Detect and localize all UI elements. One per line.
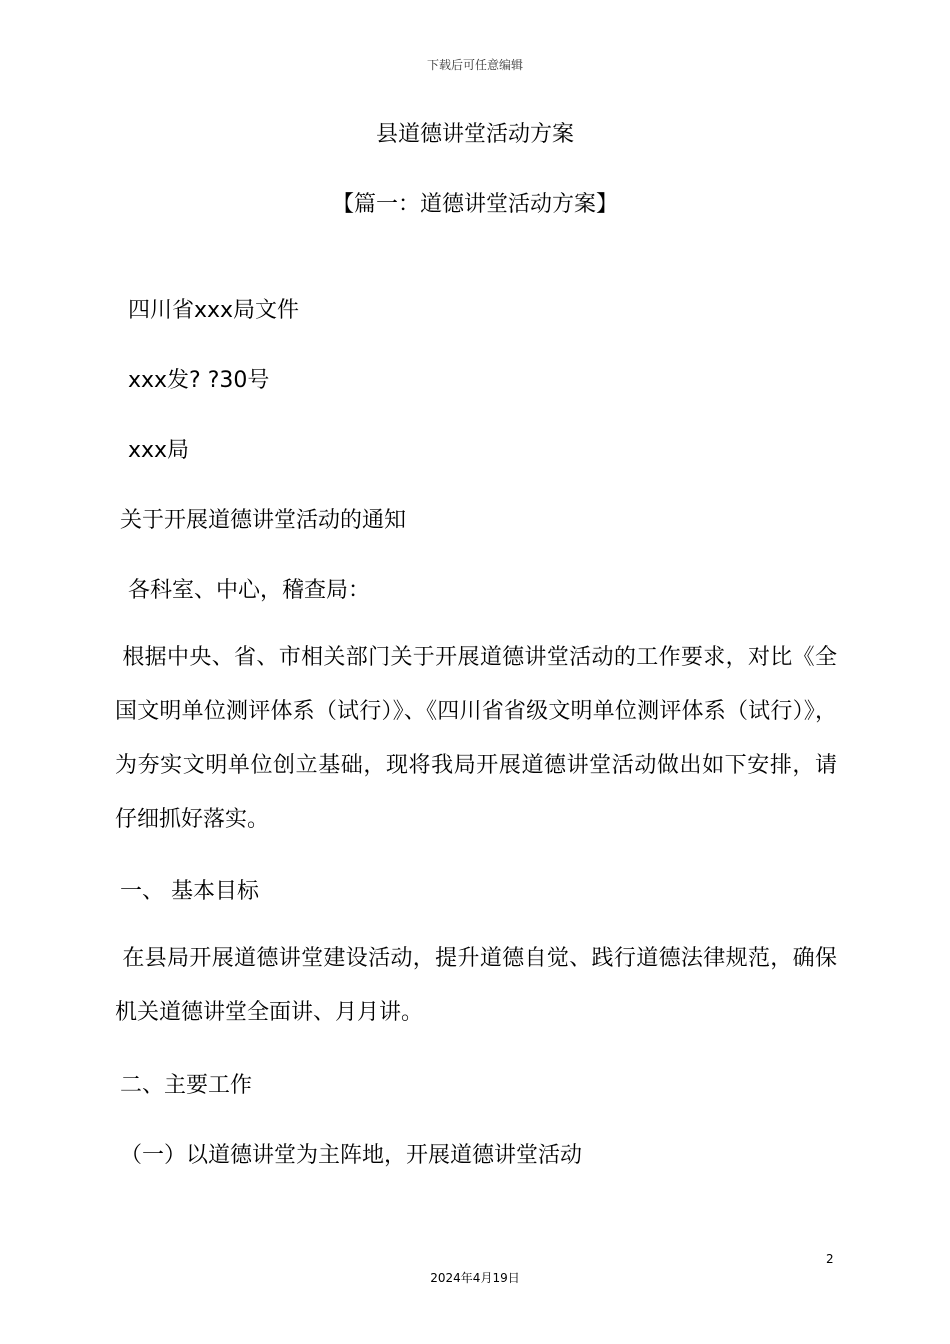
issuer-line: 四川省xxx局文件: [128, 298, 300, 323]
intro-paragraph: 根据中央、省、市相关部门关于开展道德讲堂活动的工作要求，对比《全国文明单位测评体系（试行）》、《四川省省级文明单位测评体系（试行）》，为夯实文明单位创立基础，现将我局开展道德讲堂活动做出如下安排，请仔细抓好落实。: [115, 645, 837, 832]
page-number: 2: [826, 1252, 834, 1266]
recipients-line: 各科室、中心，稽查局：: [128, 578, 371, 603]
document-title: 县道德讲堂活动方案: [375, 122, 574, 147]
organization-line: xxx局: [128, 438, 190, 463]
document-number: xxx发? ?30号: [128, 368, 270, 393]
section2-subheading: （一）以道德讲堂为主阵地，开展道德讲堂活动: [120, 1143, 583, 1168]
footer-date: 2024年4月19日: [430, 1271, 520, 1285]
section1-paragraph: 在县局开展道德讲堂建设活动，提升道德自觉、践行道德法律规范，确保机关道德讲堂全面讲、月月讲。: [115, 946, 837, 1025]
document-subtitle: 【篇一：道德讲堂活动方案】: [331, 192, 618, 217]
notice-title: 关于开展道德讲堂活动的通知: [120, 508, 407, 533]
section1-heading: 一、 基本目标: [120, 879, 259, 904]
page-header-note: 下载后可任意编辑: [426, 58, 523, 72]
section2-heading: 二、主要工作: [120, 1073, 253, 1098]
